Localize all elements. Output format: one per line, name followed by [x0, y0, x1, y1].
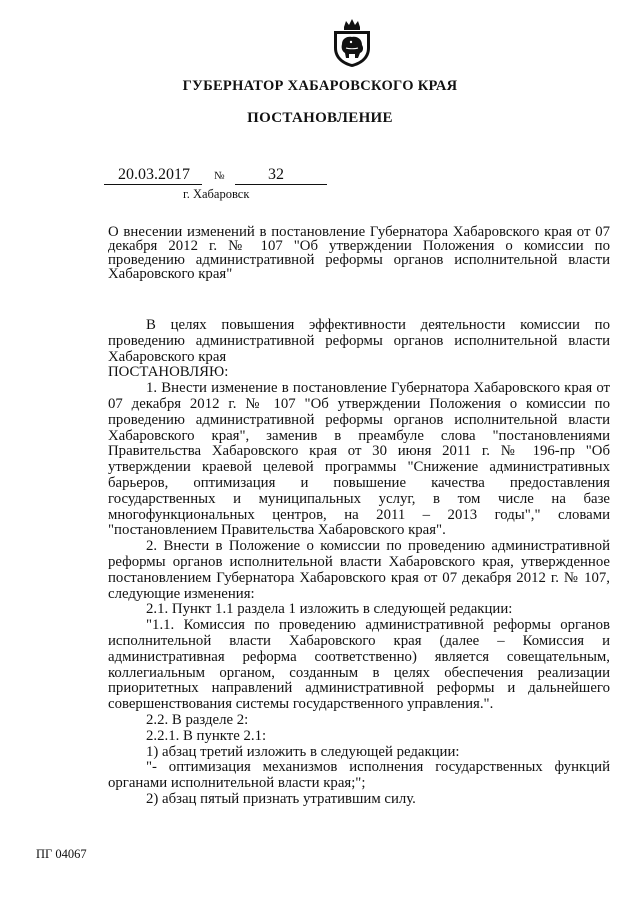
document-body [108, 318, 610, 808]
document-title: О внесении изменений в постановление Губернатора Хабаровского края от 07 декабря 2012 г. № 107 "Об утверждении Положения о комиссии по проведению административной реформы органов исполнительной власти Хабаровского края" [108, 224, 610, 282]
paragraph: "- оптимизация механизмов исполнения государственных функций органами исполнительной власти края;"; [108, 759, 610, 792]
paragraph: "1.1. Комиссия по проведению административной реформы органов исполнительной власти Хабаровского края (далее – Комиссия и административная реформа соответственно) является совещательным, коллегиальным органом, созданным в целях обеспечения реализации приоритетных направлений административной реформы и дальнейшего совершенствования системы государственного управления.". [108, 617, 610, 713]
paragraph-decree: ПОСТАНОВЛЯЮ: [108, 364, 229, 381]
paragraph: В целях повышения эффективности деятельности комиссии по проведению административной реформы органов исполнительной власти Хабаровского края [108, 317, 610, 365]
paragraph: 2.2.1. В пункте 2.1: [146, 727, 267, 744]
number-sign: № [214, 170, 225, 182]
footer-code: ПГ 04067 [36, 847, 87, 861]
coat-of-arms-icon [329, 18, 375, 68]
document-number: 32 [268, 166, 284, 183]
paragraph: 2.1. Пункт 1.1 раздела 1 изложить в следующей редакции: [146, 601, 513, 618]
document-date: 20.03.2017 [118, 166, 190, 183]
paragraph: 1) абзац третий изложить в следующей редакции: [146, 743, 460, 760]
paragraph: 2. Внести в Положение о комиссии по проведению административной реформы органов исполнительной власти Хабаровского края, утвержденное постановлением Губернатора Хабаровского края от 07 декабря 2012 г. № 107, следующие изменения: [108, 538, 610, 602]
paragraph: 2.2. В разделе 2: [146, 711, 249, 728]
document-city: г. Хабаровск [183, 187, 250, 201]
document-type: ПОСТАНОВЛЕНИЕ [247, 110, 393, 126]
paragraph: 1. Внести изменение в постановление Губернатора Хабаровского края от 07 декабря 2012 г. № 107 "Об утверждении Положения о комиссии по проведению административной реформы органов исполнительной власти Хабаровского края", заменив в преамбуле слова "постановлениями Правительства Хабаровского края от 30 июня 2011 г. № 196-пр "Об утверждении краевой целевой программы "Снижение административных барьеров, оптимизация и повышение качества предоставления государственных и муниципальных услуг, в том числе на базе многофункциональных центров, на 2011 – 2013 годы"," словами "постановлением Правительства Хабаровского края". [108, 380, 610, 539]
number-underline [235, 184, 327, 185]
authority-title: ГУБЕРНАТОР ХАБАРОВСКОГО КРАЯ [182, 78, 458, 94]
paragraph: 2) абзац пятый признать утратившим силу. [146, 790, 416, 807]
date-underline [104, 184, 202, 185]
